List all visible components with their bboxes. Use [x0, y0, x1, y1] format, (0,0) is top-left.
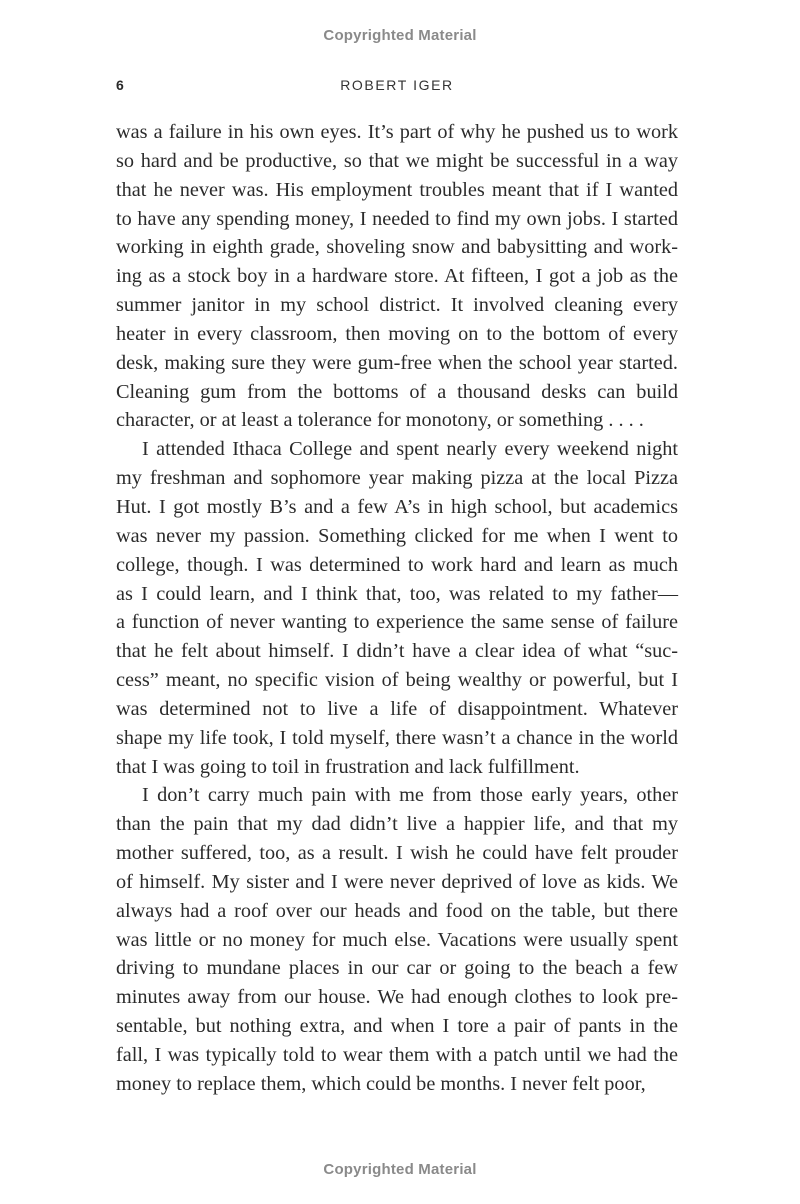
text-line: heater in every classroom, then moving on to the bottom of every [116, 322, 678, 345]
text-line: than the pain that my dad didn’t live a happier life, and that my [116, 813, 678, 836]
text-line: sentable, but nothing extra, and when I tore a pair of pants in the [116, 1015, 678, 1038]
text-line: Hut. I got mostly B’s and a few A’s in high school, but academics [116, 495, 678, 518]
text-line: my freshman and sophomore year making pizza at the local Pizza [116, 467, 678, 490]
text-line: a function of never wanting to experience the same sense of failure [116, 611, 678, 634]
text-line: cess” meant, no specific vision of being wealthy or powerful, but I [116, 669, 678, 692]
text-line: character, or at least a tolerance for monotony, or something . . . . [116, 409, 644, 432]
page-number: 6 [116, 77, 124, 93]
body-text [116, 118, 678, 1099]
text-line: as I could learn, and I think that, too, was related to my father— [116, 582, 678, 605]
text-line: that I was going to toil in frustration and lack fulfillment. [116, 755, 580, 778]
copyright-watermark-top: Copyrighted Material [323, 27, 477, 44]
text-line: minutes away from our house. We had enough clothes to look pre- [116, 986, 678, 1009]
text-line: was little or no money for much else. Vacations were usually spent [116, 928, 678, 951]
text-line: was a failure in his own eyes. It’s part of why he pushed us to work [116, 121, 678, 143]
text-line: that he never was. His employment troubles meant that if I wanted [116, 178, 678, 201]
text-line: Cleaning gum from the bottoms of a thousand desks can build [116, 380, 678, 403]
text-line: fall, I was typically told to wear them with a patch until we had the [116, 1044, 678, 1066]
text-line: desk, making sure they were gum-free when the school year started. [116, 351, 678, 374]
paragraph [116, 781, 678, 1098]
text-line: was determined not to live a life of disappointment. Whatever [116, 697, 678, 720]
text-line: that he felt about himself. I didn’t have a clear idea of what “suc- [116, 640, 678, 663]
paragraph [116, 435, 678, 781]
text-line: of himself. My sister and I were never deprived of love as kids. We [116, 870, 678, 893]
text-line: summer janitor in my school district. It involved cleaning every [116, 294, 678, 317]
running-header [116, 77, 678, 97]
text-line: driving to mundane places in our car or going to the beach a few [116, 957, 678, 980]
copyright-watermark-bottom: Copyrighted Material [323, 1161, 477, 1178]
text-line: was never my passion. Something clicked for me when I went to [116, 524, 678, 547]
text-line: college, though. I was determined to work hard and learn as much [116, 553, 678, 576]
text-line: ing as a stock boy in a hardware store. At fifteen, I got a job as the [116, 265, 678, 288]
text-line: I attended Ithaca College and spent nearly every weekend night [142, 438, 678, 461]
text-line: I don’t carry much pain with me from those early years, other [142, 784, 678, 807]
text-line: working in eighth grade, shoveling snow and babysitting and work- [116, 236, 678, 259]
text-line: mother suffered, too, as a result. I wish he could have felt prouder [116, 842, 678, 865]
paragraph [116, 118, 678, 435]
text-line: money to replace them, which could be months. I never felt poor, [116, 1072, 646, 1095]
text-line: to have any spending money, I needed to find my own jobs. I started [116, 207, 678, 230]
text-line: shape my life took, I told myself, there wasn’t a chance in the world [116, 726, 678, 749]
running-head-author: ROBERT IGER [340, 77, 454, 93]
text-line: so hard and be productive, so that we might be successful in a way [116, 149, 678, 172]
text-line: always had a roof over our heads and food on the table, but there [116, 899, 678, 922]
